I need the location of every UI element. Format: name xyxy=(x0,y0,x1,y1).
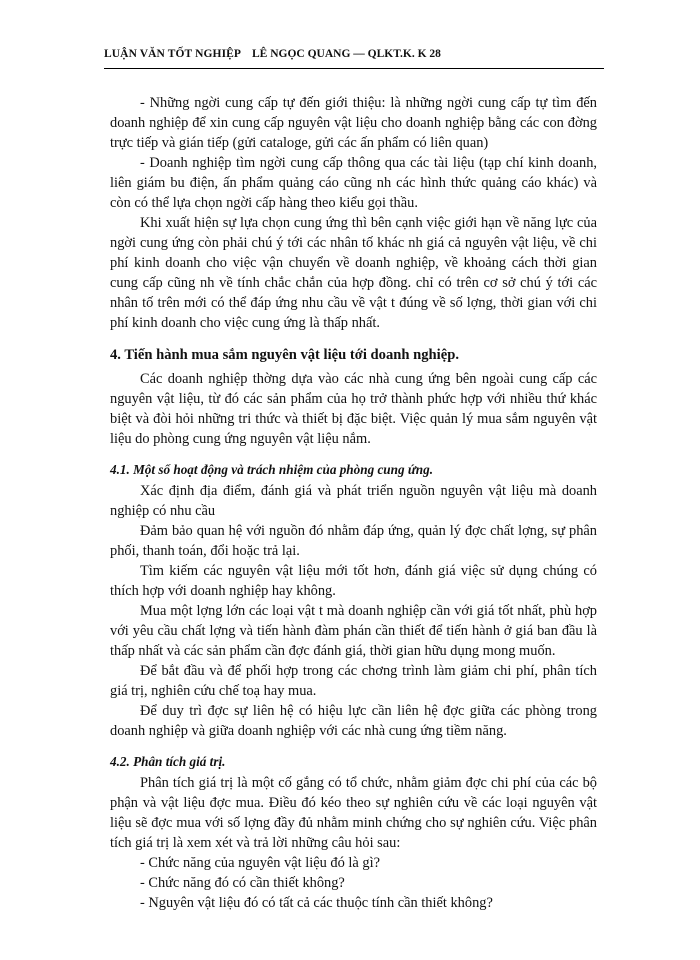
intro-paragraph-1: - Những ngời cung cấp tự đến giới thiệu: là những ngời cung cấp tự tìm đến doanh nghiệp để xin cung cấp nguyên vật liệu cho doanh nghiệp bằng các con đờng trực tiếp và gián tiếp (gửi cataloge, gửi các ấn phẩm có liên quan) xyxy=(110,95,597,151)
page-header xyxy=(104,40,604,70)
section-4-paragraph: Các doanh nghiệp thờng dựa vào các nhà cung ứng bên ngoài cung cấp các nguyên vật liệu, từ đó các sản phẩm của họ trở thành phức hợp với nhiều thứ khác biệt và đòi hỏi những tri thức và thiết bị đặc biệt. Việc quản lý mua sắm nguyên vật liệu do phòng cung ứng nguyên vật liệu nắm. xyxy=(110,371,597,447)
section-4-heading: 4. Tiến hành mua sắm nguyên vật liệu tới doanh nghiệp. xyxy=(110,347,459,363)
header-author: LÊ NGỌC QUANG — QLKT.K. K 28 xyxy=(252,48,441,60)
intro-paragraph-2: - Doanh nghiệp tìm ngời cung cấp thông qua các tài liệu (tạp chí kinh doanh, liên giám bu điện, ấn phẩm quảng cáo cũng nh các hình thức quảng cáo khác) và còn có thể lựa chọn ngời cấp hàng theo kiểu gọi thầu. xyxy=(110,155,597,211)
section-4-2-paragraph: Phân tích giá trị là một cố gắng có tổ chức, nhằm giảm đợc chi phí của các bộ phận và vật liệu đợc mua. Điều đó kéo theo sự nghiên cứu về các loại nguyên vật liệu sẽ đợc mua với số lợng đầy đủ nhằm minh chứng cho sự nghiên cứu. Việc phân tích giá trị là xem xét và trả lời những câu hỏi sau: xyxy=(110,775,597,851)
header-rule xyxy=(104,68,604,69)
section-4-1-heading: 4.1. Một số hoạt động và trách nhiệm của phòng cung ứng. xyxy=(110,462,433,477)
section-4-1-paragraph-2: Đảm bảo quan hệ với nguồn đó nhằm đáp ứng, quản lý đợc chất lợng, sự phân phối, thanh toán, đổi hoặc trả lại. xyxy=(110,523,597,559)
question-item-2: - Chức năng đó có cần thiết không? xyxy=(140,875,345,891)
section-4-1-paragraph-6: Để duy trì đợc sự liên hệ có hiệu lực cần liên hệ đợc giữa các phòng trong doanh nghiệp và giữa doanh nghiệp với các nhà cung ứng tiềm năng. xyxy=(110,703,597,739)
question-item-3: - Nguyên vật liệu đó có tất cả các thuộc tính cần thiết không? xyxy=(140,895,493,911)
section-4-2-heading: 4.2. Phân tích giá trị. xyxy=(110,754,226,769)
intro-paragraph-3: Khi xuất hiện sự lựa chọn cung ứng thì bên cạnh việc giới hạn về năng lực của ngời cung ứng còn phải chú ý tới các nhân tố khác nh giá cả nguyên vật liệu, về chi phí kinh doanh cho việc vận chuyển về doanh nghiệp, về khoảng cách thời gian cung cấp cũng nh về tính chắc chắn của hợp đồng. chỉ có trên cơ sở chú ý tới các nhân tố trên mới có thể đáp ứng nhu cầu về vật t đúng về số lợng, thời gian với chi phí kinh doanh cho việc cung ứng là thấp nhất. xyxy=(110,215,597,331)
section-4-1-paragraph-3: Tìm kiếm các nguyên vật liệu mới tốt hơn, đánh giá việc sử dụng chúng có thích hợp với doanh nghiệp hay không. xyxy=(110,563,597,599)
section-4-1-paragraph-5: Để bắt đầu và để phối hợp trong các chơng trình làm giảm chi phí, phân tích giá trị, nghiên cứu chế toạ hay mua. xyxy=(110,663,597,699)
header-thesis-label: LUẬN VĂN TỐT NGHIỆP xyxy=(104,48,242,60)
section-4-1-paragraph-4: Mua một lợng lớn các loại vật t mà doanh nghiệp cần với giá tốt nhất, phù hợp với yêu cầu chất lợng và tiến hành đàm phán cần thiết để tiến hành ở giá ban đầu là thấp nhất và các sản phẩm cần đợc đánh giá, thời gian hữu dụng mong muốn. xyxy=(110,603,597,659)
document-body xyxy=(110,93,597,913)
question-item-1: - Chức năng của nguyên vật liệu đó là gì? xyxy=(140,855,380,871)
section-4-1-paragraph-1: Xác định địa điểm, đánh giá và phát triển nguồn nguyên vật liệu mà doanh nghiệp có nhu cầu xyxy=(110,483,597,519)
